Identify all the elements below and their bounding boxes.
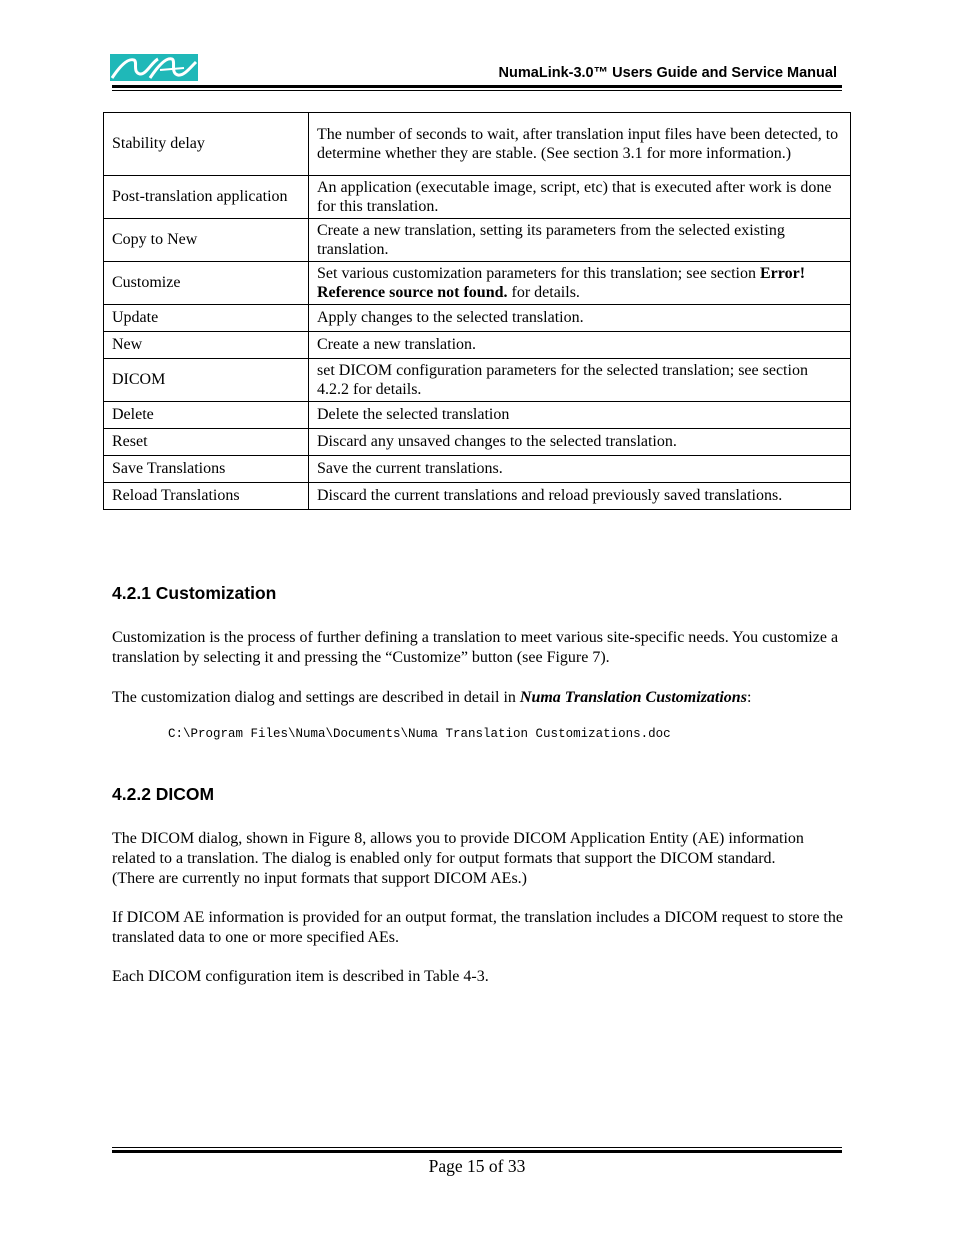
table-cell-name: Reset (104, 429, 309, 456)
translation-buttons-table (103, 112, 851, 510)
desc-text: for details. (507, 284, 580, 301)
paragraph-text: : (746, 689, 752, 706)
table-cell-desc: Delete the selected translation (309, 402, 851, 429)
table-row (104, 305, 851, 332)
table-cell-name: Update (104, 305, 309, 332)
table-cell-desc: Save the current translations. (309, 456, 851, 483)
document-reference: Numa Translation Customizations (519, 689, 747, 706)
table-cell-desc: Apply changes to the selected translation. (309, 305, 851, 332)
footer-rule (112, 1150, 842, 1153)
footer-rule-thin (112, 1147, 842, 1148)
dicom-paragraph-3: Each DICOM configuration item is described in Table 4-3. (112, 968, 489, 985)
table-cell-name: Copy to New (104, 219, 309, 262)
table-cell-name: DICOM (104, 359, 309, 402)
page-number: Page 15 of 33 (428, 1156, 526, 1176)
section-heading-dicom: 4.2.2 DICOM (112, 784, 215, 804)
section-heading-customization: 4.2.1 Customization (112, 583, 277, 603)
table-row (104, 483, 851, 510)
table-row (104, 219, 851, 262)
paragraph-text: The customization dialog and settings are described in detail in (112, 689, 520, 706)
header-rule-thin (112, 90, 842, 91)
table-cell-name: New (104, 332, 309, 359)
table-row (104, 402, 851, 429)
table-cell-desc: Create a new translation. (309, 332, 851, 359)
desc-text: Set various customization parameters for this translation; see section (317, 264, 760, 282)
table-row (104, 262, 851, 305)
error-reference: Error! Reference source not found. (317, 264, 806, 301)
table-cell-desc: Discard any unsaved changes to the selected translation. (309, 429, 851, 456)
document-title: NumaLink-3.0™ Users Guide and Service Manual (498, 65, 837, 81)
customization-paragraph: Customization is the process of further defining a translation to meet various site-specific needs. You customize a translation by selecting it and pressing the “Customize” button (see Figure 7). (112, 629, 839, 666)
table-row (104, 176, 851, 219)
table-cell-desc: Discard the current translations and reload previously saved translations. (309, 483, 851, 510)
customization-reference-paragraph (112, 688, 847, 708)
table-row (104, 113, 851, 176)
table-cell-desc: An application (executable image, script, etc) that is executed after work is done for this translation. (309, 176, 851, 219)
numa-logo-icon (110, 54, 198, 81)
table-cell-desc: set DICOM configuration parameters for the selected translation; see section 4.2.2 for details. (309, 359, 851, 402)
dicom-paragraph-1: The DICOM dialog, shown in Figure 8, allows you to provide DICOM Application Entity (AE) information related to a translation. The dialog is enabled only for output formats that support the DICOM standard. (There are currently no input formats that support DICOM AEs.) (112, 830, 804, 887)
table-cell-name: Customize (104, 262, 309, 305)
table-cell-desc: The number of seconds to wait, after translation input files have been detected, to determine whether they are stable. (See section 3.1 for more information.) (309, 113, 851, 176)
header-rule (112, 85, 842, 88)
table-cell-name: Delete (104, 402, 309, 429)
table-row (104, 456, 851, 483)
table-cell-desc (309, 262, 851, 305)
table-cell-name: Save Translations (104, 456, 309, 483)
document-path: C:\Program Files\Numa\Documents\Numa Translation Customizations.doc (168, 727, 671, 741)
table-cell-name: Reload Translations (104, 483, 309, 510)
table-cell-name: Stability delay (104, 113, 309, 176)
table-row (104, 359, 851, 402)
table-cell-name: Post-translation application (104, 176, 309, 219)
table-cell-desc: Create a new translation, setting its parameters from the selected existing translation. (309, 219, 851, 262)
table-row (104, 429, 851, 456)
table-row (104, 332, 851, 359)
dicom-paragraph-2: If DICOM AE information is provided for an output format, the translation includes a DICOM request to store the translated data to one or more specified AEs. (112, 909, 843, 946)
